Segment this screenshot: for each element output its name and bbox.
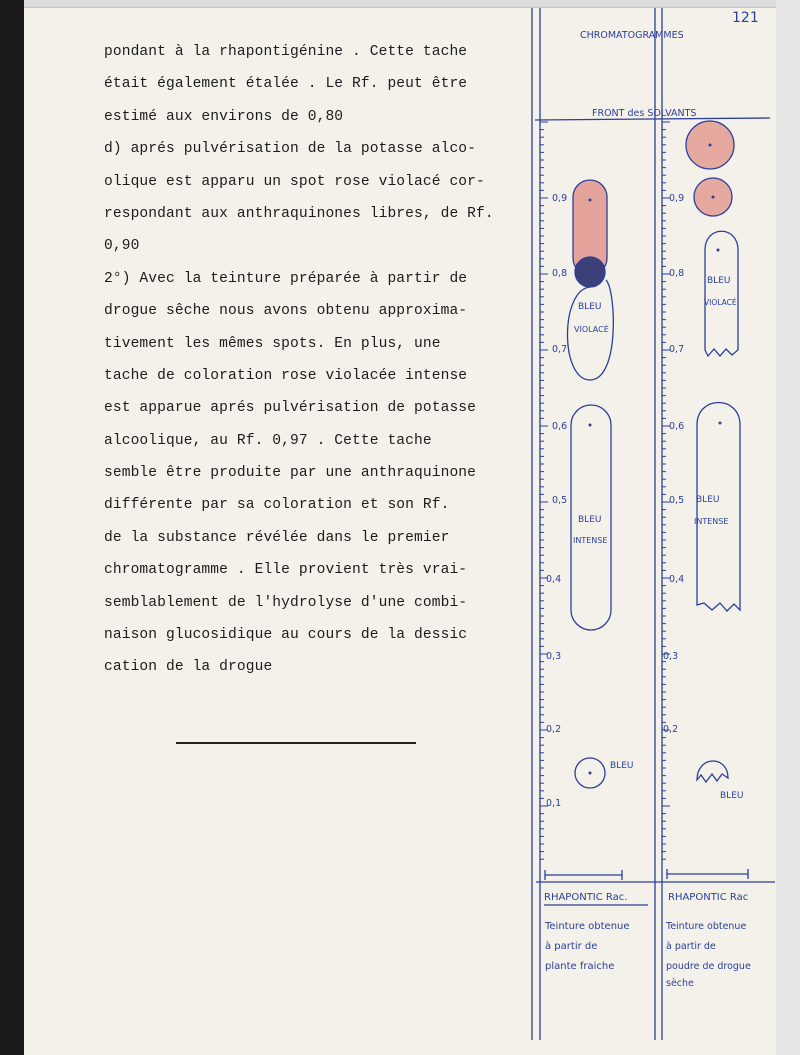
lane1-spots (568, 180, 614, 788)
text-line: respondant aux anthraquinones libres, de Rf. (104, 205, 494, 222)
text-line: pondant à la rhapontigénine . Cette tache (104, 44, 468, 60)
rf-tick-label: 0,9 (669, 193, 685, 204)
sample-description: plante fraiche (545, 961, 615, 972)
text-line: naison glucosidique au cours de la dessic (104, 627, 468, 644)
blue-spot-small (697, 761, 728, 782)
text-line: différente par sa coloration et son Rf. (104, 497, 450, 514)
sample-name-lane2: RHAPONTIC Rac (668, 892, 749, 903)
sample-description: à partir de (666, 941, 716, 952)
dark-violet-spot (575, 257, 605, 287)
rf-tick-label: 0,6 (669, 421, 685, 432)
rf-tick-label: 0,4 (669, 574, 685, 585)
text-line: chromatogramme . Elle provient très vrai- (104, 562, 468, 579)
text-line: semble être produite par une anthraquinone (104, 465, 477, 482)
rf-tick-label: 0,1 (546, 798, 562, 809)
rf-tick-label: 0,7 (669, 344, 685, 355)
text-line: cation de la drogue (104, 659, 273, 676)
diagram-heading: CHROMATOGRAMMES (580, 30, 684, 41)
spot-label: INTENSE (573, 536, 608, 545)
spot-label: BLEU (696, 495, 720, 505)
rf-tick-label: 0,8 (552, 268, 568, 279)
rf-tick-label: 0,2 (663, 724, 679, 735)
rf-tick-label: 0,5 (552, 495, 568, 506)
blue-violet-spot (705, 231, 738, 356)
spot-label: BLEU (720, 791, 744, 801)
text-line: 0,90 (104, 238, 140, 255)
rf-tick-label: 0,8 (669, 268, 685, 279)
rf-tick-label: 0,3 (546, 651, 562, 662)
blue-intense-spot (697, 403, 740, 612)
text-line: alcoolique, au Rf. 0,97 . Cette tache (104, 432, 432, 449)
rf-tick-label: 0,4 (546, 574, 562, 585)
text-line: drogue sêche nous avons obtenu approxima- (104, 303, 468, 320)
lane2-spots (686, 121, 740, 782)
rf-tick-label: 0,2 (546, 724, 562, 735)
spot-label: BLEU (578, 302, 602, 312)
text-line: 2°) Avec la teinture préparée à partir de (104, 270, 468, 287)
solvent-front-label: FRONT des SOLVANTS (592, 108, 697, 119)
text-line: est apparue aprés pulvérisation de potasse (104, 400, 477, 417)
spot-label: BLEU (610, 761, 634, 771)
spot-label: VIOLACÉ (574, 325, 609, 334)
sample-description: à partir de (545, 941, 598, 952)
sample-description: poudre de drogue (666, 961, 751, 972)
spot-label: BLEU (578, 515, 602, 525)
spot-label: BLEU (707, 276, 731, 286)
rf-tick-label: 0,7 (552, 344, 568, 355)
text-line: était également étalée . Le Rf. peut être (104, 76, 468, 93)
text-line: tivement les mêmes spots. En plus, une (104, 335, 441, 352)
text-line: d) aprés pulvérisation de la potasse alco- (104, 141, 477, 158)
sample-description: sèche (666, 978, 694, 989)
rf-tick-label: 0,5 (669, 495, 685, 506)
rf-tick-label: 0,3 (663, 651, 679, 662)
rf-tick-label: 0,9 (552, 193, 568, 204)
text-line: olique est apparu un spot rose violacé cor- (104, 173, 485, 190)
text-line: semblablement de l'hydrolyse d'une combi- (104, 594, 468, 611)
rf-tick-label: 0,6 (552, 421, 568, 432)
sample-description: Teinture obtenue (545, 921, 630, 932)
sample-name-lane1: RHAPONTIC Rac. (544, 892, 628, 903)
text-line: tache de coloration rose violacée intense (104, 367, 468, 384)
sample-description: Teinture obtenue (666, 921, 747, 932)
page-number: 121 (732, 10, 759, 26)
text-line: de la substance révélée dans le premier (104, 529, 450, 546)
text-line: estimé aux environs de 0,80 (104, 108, 344, 125)
spot-label: INTENSE (694, 517, 729, 526)
spot-label: VIOLACÉ (704, 298, 737, 307)
